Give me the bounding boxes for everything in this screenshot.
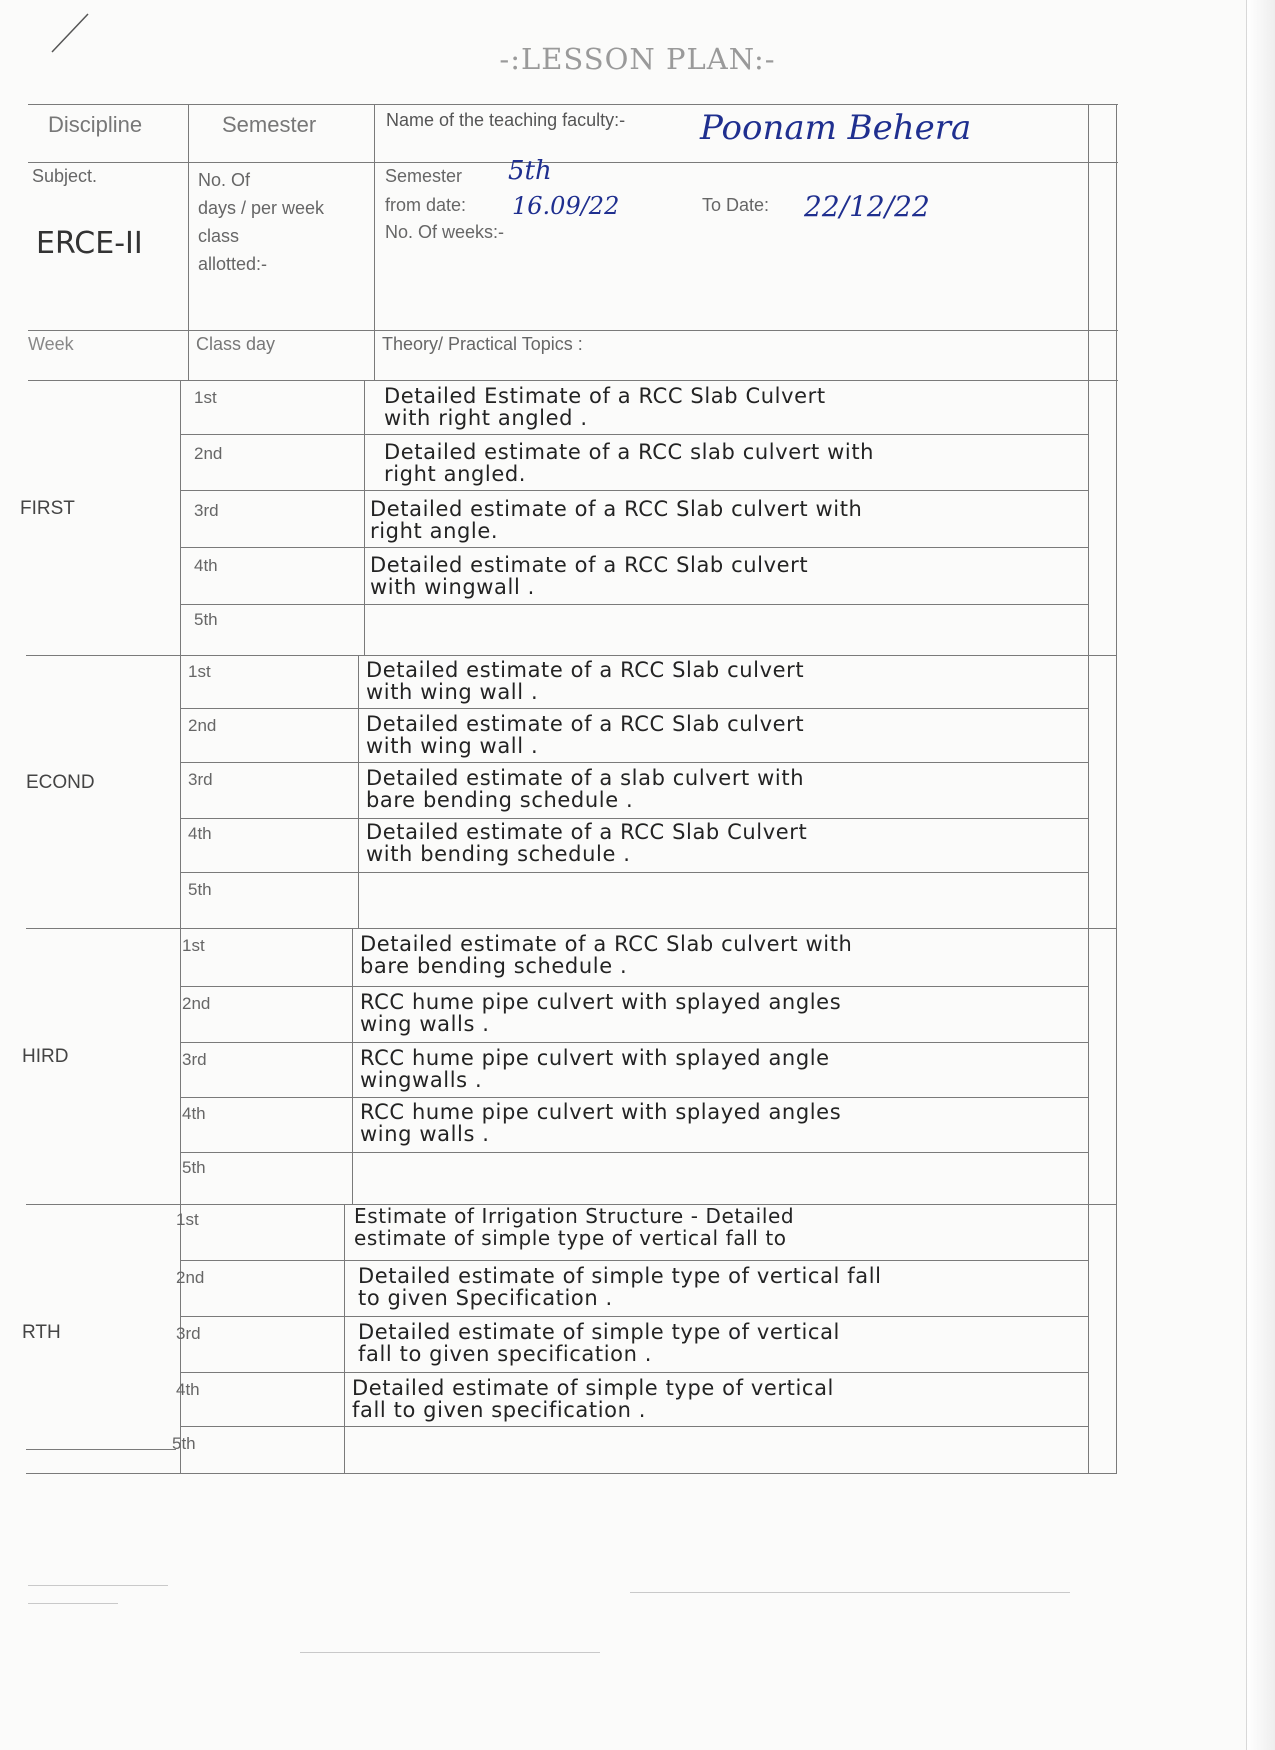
class-day: 5th — [188, 880, 212, 899]
week-name: ECOND — [26, 772, 95, 793]
class-day: 1st — [176, 1210, 199, 1229]
semester-label: Semester — [222, 112, 317, 137]
class-day: 5th — [172, 1434, 196, 1453]
topic-entry: Detailed estimate of simple type of vertical fall to given specification . — [352, 1376, 834, 1422]
topic-entry: Detailed estimate of a RCC Slab culvert with wingwall . — [370, 553, 809, 599]
class-day: 3rd — [176, 1324, 201, 1343]
faculty-name: Poonam Behera — [700, 108, 972, 148]
class-day: 4th — [182, 1104, 206, 1123]
class-day: 3rd — [182, 1050, 207, 1069]
page-title: -:LESSON PLAN:- — [499, 42, 776, 76]
topic-entry: Detailed estimate of simple type of vertical fall to given Specification . — [358, 1264, 882, 1310]
topic-entry: Detailed estimate of a RCC Slab culvert with bare bending schedule . — [360, 932, 853, 978]
topics-column-header: Theory/ Practical Topics : — [382, 334, 583, 354]
to-date-value: 22/12/22 — [804, 190, 930, 223]
class-day: 4th — [176, 1380, 200, 1399]
discipline-label: Discipline — [48, 112, 143, 137]
class-day: 5th — [182, 1158, 206, 1177]
topic-entry: Detailed estimate of a RCC Slab culvert with right angle. — [370, 497, 863, 543]
class-day: 2nd — [188, 716, 217, 735]
topic-entry: Detailed estimate of a RCC Slab Culvert with bending schedule . — [366, 820, 808, 866]
class-day: 3rd — [194, 501, 219, 520]
to-date-label: To Date: — [702, 195, 770, 215]
subject-label: Subject. — [32, 166, 98, 186]
subject-value: ERCE-II — [36, 226, 143, 261]
semester-value: 5th — [508, 156, 552, 186]
topic-entry: RCC hume pipe culvert with splayed angles wing walls . — [360, 1100, 842, 1146]
topic-entry: Detailed Estimate of a RCC Slab Culvert with right angled . — [384, 384, 826, 430]
topic-entry: RCC hume pipe culvert with splayed angles wing walls . — [360, 990, 842, 1036]
class-day: 5th — [194, 610, 218, 629]
class-day: 4th — [194, 556, 218, 575]
class-day: 4th — [188, 824, 212, 843]
classday-column-header: Class day — [196, 334, 276, 354]
week-name: FIRST — [20, 498, 75, 519]
topic-entry: Detailed estimate of a RCC Slab culvert with wing wall . — [366, 712, 805, 758]
from-date-label: from date: — [385, 195, 467, 215]
class-day: 2nd — [182, 994, 211, 1013]
from-date-value: 16.09/22 — [512, 192, 620, 220]
semester2-label: Semester — [385, 166, 463, 186]
class-day: 2nd — [176, 1268, 205, 1287]
weeks-label: No. Of weeks:- — [385, 222, 505, 242]
topic-entry: Estimate of Irrigation Structure - Detailed estimate of simple type of vertical fall to — [354, 1204, 795, 1250]
class-day: 2nd — [194, 444, 223, 463]
faculty-label: Name of the teaching faculty:- — [386, 110, 626, 130]
topic-entry: Detailed estimate of a slab culvert with bare bending schedule . — [366, 766, 805, 812]
week-column-header: Week — [28, 334, 74, 354]
week-name: RTH — [22, 1322, 61, 1343]
days-per-week-label: No. Of days / per week class allotted:- — [198, 170, 325, 274]
class-day: 1st — [188, 662, 211, 681]
class-day: 3rd — [188, 770, 213, 789]
week-name: HIRD — [22, 1046, 69, 1067]
topic-entry: Detailed estimate of a RCC slab culvert with right angled. — [384, 440, 875, 486]
topic-entry: Detailed estimate of a RCC Slab culvert with wing wall . — [366, 658, 805, 704]
topic-entry: RCC hume pipe culvert with splayed angle wingwalls . — [360, 1046, 830, 1092]
class-day: 1st — [182, 936, 205, 955]
topic-entry: Detailed estimate of simple type of vertical fall to given specification . — [358, 1320, 840, 1366]
class-day: 1st — [194, 388, 217, 407]
scan-edge — [1246, 0, 1275, 1750]
